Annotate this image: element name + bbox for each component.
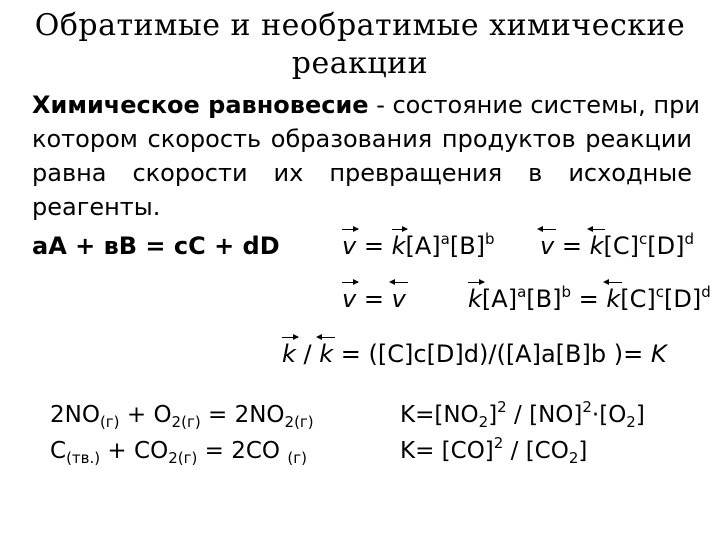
reaction-equation: aA + вB = cC + dD <box>32 232 280 260</box>
definition-line-1 <box>32 88 700 122</box>
forward-arrow-k: k <box>391 232 406 260</box>
page-title-line-2: реакции <box>291 46 429 81</box>
page-title-line-1: Обратимые и необратимые химические <box>34 8 686 43</box>
definition-line-3: равна скорости их превращения в исходные <box>32 159 692 187</box>
definition-line-1-rest: - состояние системы, при <box>368 91 700 119</box>
equality-forward-k: k <box>468 285 482 313</box>
forward-rate-expression: $v = k[A]^a[B]^b$ <box>342 230 495 260</box>
example-2-equilibrium-constant: $K= [CO]^2 / [CO_2]$ <box>400 434 588 467</box>
equality-reverse-v: v <box>391 285 406 313</box>
rate-expression-equality: $k[A]^a[B]^b = k[C]^c[D]^d$ <box>468 283 711 313</box>
equality-reverse-k: k <box>606 285 621 313</box>
forward-arrow-v: v <box>342 232 357 260</box>
rate-equality: v = v <box>342 285 406 313</box>
definition-line-2: котором скорость образования продуктов реакции <box>32 125 692 153</box>
example-2-reaction: $C_{(тв.)} + CO_{2(г)} = 2CO$ $_{(г)}$ <box>50 438 307 467</box>
example-1-equilibrium-constant: $K=[NO_2]^2 / [NO]^2\cdot[O_2]$ <box>400 398 645 431</box>
example-1-reaction: $2NO_{(г)} + O_{2(г)} = 2NO_{2(г)}$ <box>50 402 314 431</box>
definition-line-4: реагенты. <box>32 193 161 221</box>
equality-forward-v: v <box>342 285 357 313</box>
equilibrium-constant-ratio: k / k = ([C]c[D]d)/([A]a[B]b )= K <box>282 340 667 368</box>
ratio-forward-k: k <box>282 340 296 368</box>
reverse-arrow-k: k <box>589 232 604 260</box>
definition-term: Химическое равновесие <box>32 91 369 119</box>
reverse-arrow-v: v <box>540 232 555 260</box>
ratio-reverse-k: k <box>319 340 334 368</box>
reverse-rate-expression: $v = k[C]^c[D]^d$ <box>540 230 694 260</box>
